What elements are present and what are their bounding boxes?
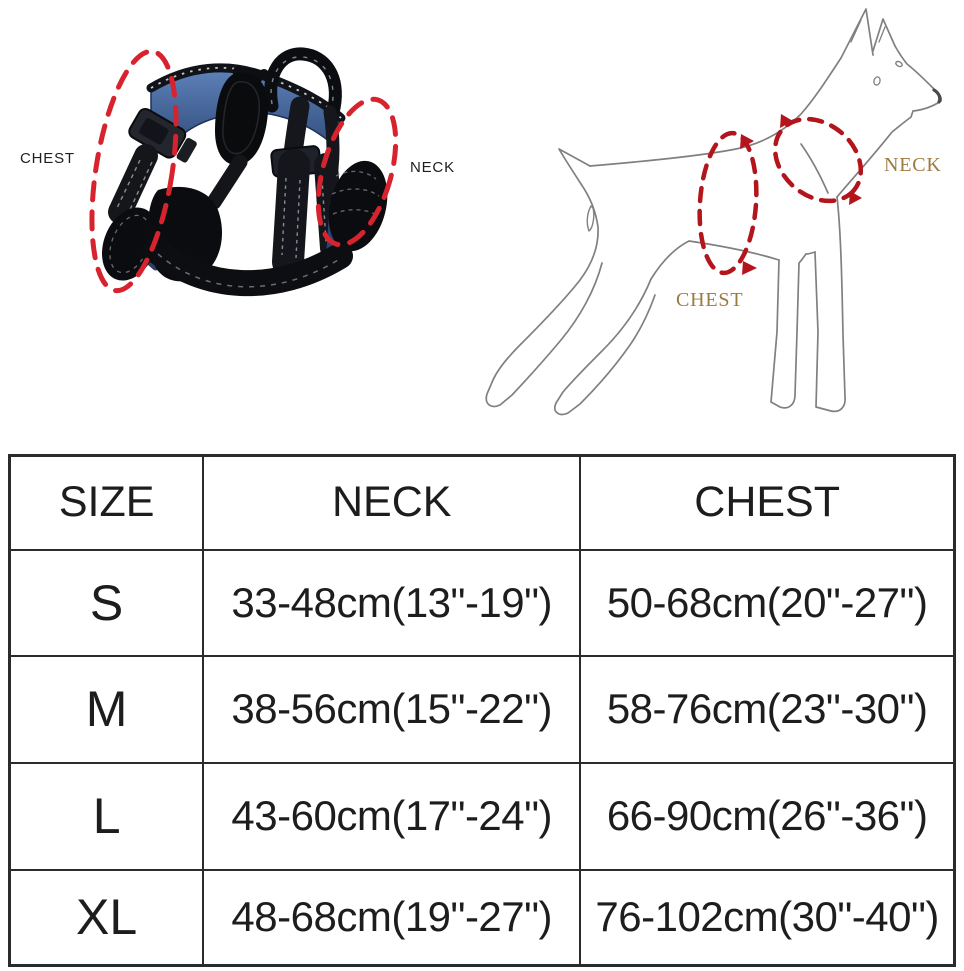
dog-illustration [486, 9, 941, 414]
dog-neck-label: NECK [884, 154, 942, 176]
dog-eye [895, 60, 903, 67]
dog-hind-leg-far [486, 184, 602, 406]
belly-band [156, 250, 340, 283]
chest-cell: 50-68cm(20"-27") [580, 550, 954, 656]
dog-front-leg-near [815, 197, 845, 411]
dog-measure-marks [695, 102, 877, 275]
size-chart-table [8, 454, 956, 967]
size-cell: XL [10, 870, 204, 966]
chest-cell: 58-76cm(23"-30") [580, 656, 954, 763]
arrowhead [849, 191, 862, 205]
column-header-chest: CHEST [580, 456, 954, 550]
column-header-size: SIZE [10, 456, 204, 550]
table-row-xl [10, 870, 955, 966]
size-cell: L [10, 763, 204, 870]
illustration-canvas [0, 0, 964, 452]
dog-neck-measure-ellipse [759, 102, 877, 218]
neck-cell: 48-68cm(19"-27") [203, 870, 580, 966]
harness-illustration [78, 46, 411, 297]
dog-hind-leg-near [555, 279, 655, 414]
table-row-s [10, 550, 955, 656]
table-header-row [10, 456, 955, 550]
harness-neck-label: NECK [410, 159, 455, 176]
dog-ears [841, 9, 895, 58]
table-row-m [10, 656, 955, 763]
neck-cell: 33-48cm(13"-19") [203, 550, 580, 656]
chest-cell: 66-90cm(26"-36") [580, 763, 954, 870]
table-row-l [10, 763, 955, 870]
arrowhead [742, 261, 757, 275]
measurement-illustrations [0, 0, 964, 452]
dog-front-leg-far [771, 254, 806, 408]
dog-nose [934, 90, 940, 102]
dog-chest-label: CHEST [676, 289, 744, 311]
size-cell: S [10, 550, 204, 656]
harness-chest-label: CHEST [20, 150, 75, 167]
size-cell: M [10, 656, 204, 763]
neck-cell: 38-56cm(15"-22") [203, 656, 580, 763]
chest-cell: 76-102cm(30"-40") [580, 870, 954, 966]
neck-cell: 43-60cm(17"-24") [203, 763, 580, 870]
column-header-neck: NECK [203, 456, 580, 550]
